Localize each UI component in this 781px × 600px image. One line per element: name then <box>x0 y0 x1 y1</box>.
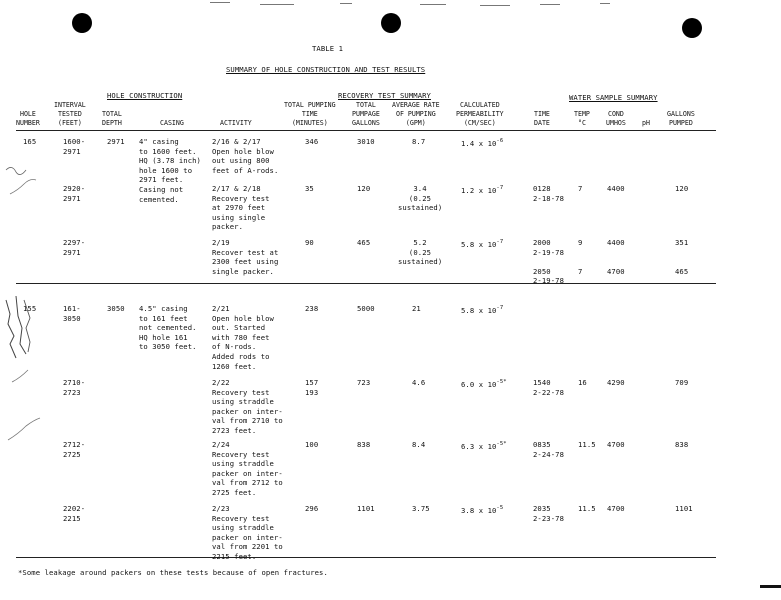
permeability-value: 1.4 x 10 <box>461 139 497 148</box>
hole-punch-left <box>72 13 92 33</box>
cell-pumping-time: 157 193 <box>305 378 319 397</box>
cell-casing: 4.5" casing to 161 feet not cemented. HQ hole 161 to 3050 feet. <box>139 304 197 352</box>
cell-cond: 4700 <box>607 440 625 449</box>
header-gallons: GALLONS PUMPED <box>667 110 695 127</box>
cell-total-depth: 2971 <box>107 137 125 146</box>
permeability-value: 5.8 x 10 <box>461 240 497 249</box>
group-water-sample: WATER SAMPLE SUMMARY <box>569 93 658 102</box>
permeability-value: 6.0 x 10 <box>461 380 497 389</box>
group-recovery-test: RECOVERY TEST SUMMARY <box>338 91 431 100</box>
permeability-exponent: -5* <box>496 379 507 385</box>
cell-time-date: 1540 2-22-78 <box>533 378 564 397</box>
footnote: *Some leakage around packers on these tests because of open fractures. <box>18 568 328 577</box>
cell-gallons-pumped: 351 465 <box>675 238 689 276</box>
header-rule <box>16 130 716 131</box>
cell-average-rate: 8.7 <box>412 137 426 146</box>
cell-permeability <box>461 184 503 196</box>
permeability-value: 1.2 x 10 <box>461 186 497 195</box>
header-time-date: TIME DATE <box>534 110 550 127</box>
permeability-value: 5.8 x 10 <box>461 306 497 315</box>
cell-activity: 2/24 Recovery test using straddle packer on inter- val from 2712 to 2725 feet. <box>212 440 283 497</box>
cell-temp: 16 <box>578 378 587 387</box>
section-divider <box>16 283 716 284</box>
cell-cond: 4400 <box>607 184 625 193</box>
cell-cond: 4400 4700 <box>607 238 625 276</box>
cell-gallons-pumped: 709 <box>675 378 689 387</box>
cell-gallons-pumped: 120 <box>675 184 689 193</box>
group-hole-construction: HOLE CONSTRUCTION <box>107 91 183 100</box>
cell-activity: 2/21 Open hole blow out. Started with 780 feet of N-rods. Added rods to 1260 feet. <box>212 304 274 371</box>
cell-cond: 4700 <box>607 504 625 513</box>
cell-pumping-time: 296 <box>305 504 319 513</box>
cell-pumpage: 1101 <box>357 504 375 513</box>
cell-time-date: 2000 2-19-78 2050 2-19-78 <box>533 238 564 286</box>
cell-total-depth: 3050 <box>107 304 125 313</box>
permeability-exponent: -6 <box>496 138 504 144</box>
cell-hole-number: 155 <box>23 304 37 313</box>
cell-average-rate: 8.4 <box>412 440 426 449</box>
cell-permeability <box>461 137 503 149</box>
header-temp: TEMP °C <box>574 110 590 127</box>
header-average-rate: AVERAGE RATE OF PUMPING (GPM) <box>392 101 440 127</box>
cell-activity: 2/19 Recover test at 2300 feet using single packer. <box>212 238 279 276</box>
header-total-depth: TOTAL DEPTH <box>102 110 122 127</box>
header-activity: ACTIVITY <box>220 119 252 127</box>
scan-edge-mark <box>260 4 294 5</box>
cell-pumpage: 465 <box>357 238 371 247</box>
cell-pumpage: 5000 <box>357 304 375 313</box>
permeability-exponent: -5* <box>496 441 507 447</box>
cell-activity: 2/16 & 2/17 Open hole blow out using 800 feet of A-rods. <box>212 137 279 175</box>
scan-edge-mark <box>480 5 510 6</box>
cell-average-rate: 3.4 (0.25 sustained) <box>398 184 443 213</box>
hole-punch-right <box>682 18 702 38</box>
cell-interval: 2920- 2971 <box>63 184 86 203</box>
cell-interval: 161- 3050 <box>63 304 81 323</box>
cell-temp: 9 7 <box>578 238 583 276</box>
hole-punch-center <box>381 13 401 33</box>
cell-pumping-time: 35 <box>305 184 314 193</box>
cell-average-rate: 5.2 (0.25 sustained) <box>398 238 443 267</box>
cell-temp: 7 <box>578 184 583 193</box>
cell-permeability <box>461 440 507 452</box>
header-hole-number: HOLE NUMBER <box>16 110 40 127</box>
permeability-exponent: -7 <box>496 239 504 245</box>
scan-edge-mark <box>540 4 560 5</box>
header-cond: COND UMHOS <box>606 110 626 127</box>
header-interval: INTERVAL TESTED (FEET) <box>54 101 86 127</box>
cell-average-rate: 4.6 <box>412 378 426 387</box>
permeability-value: 6.3 x 10 <box>461 442 497 451</box>
cell-pumpage: 3010 <box>357 137 375 146</box>
header-ph: pH <box>642 119 650 127</box>
cell-time-date: 0128 2-18-78 <box>533 184 564 203</box>
table-bottom-rule <box>16 557 716 558</box>
cell-permeability <box>461 504 503 516</box>
cell-casing: 4" casing to 1600 feet. HQ (3.78 inch) hole 1600 to 2971 feet. Casing not cemented. <box>139 137 201 204</box>
permeability-exponent: -7 <box>496 185 504 191</box>
permeability-exponent: -5 <box>496 505 504 511</box>
cell-pumping-time: 100 <box>305 440 319 449</box>
cell-gallons-pumped: 1101 <box>675 504 693 513</box>
cell-interval: 1600- 2971 <box>63 137 86 156</box>
cell-time-date: 2035 2-23-78 <box>533 504 564 523</box>
cell-permeability <box>461 304 503 316</box>
cell-average-rate: 21 <box>412 304 421 313</box>
cell-cond: 4290 <box>607 378 625 387</box>
cell-permeability <box>461 378 507 390</box>
cell-activity: 2/17 & 2/18 Recovery test at 2970 feet using single packer. <box>212 184 270 232</box>
header-permeability: CALCULATED PERMEABILITY (CM/SEC) <box>456 101 504 127</box>
cell-activity: 2/23 Recovery test using straddle packer on inter- val from 2201 to 2215 feet. <box>212 504 283 561</box>
scan-edge-mark <box>600 3 610 4</box>
header-pumpage: TOTAL PUMPAGE GALLONS <box>352 101 380 127</box>
cell-time-date: 0835 2-24-78 <box>533 440 564 459</box>
right-edge-mark <box>760 585 781 588</box>
cell-pumpage: 723 <box>357 378 371 387</box>
cell-activity: 2/22 Recovery test using straddle packer on inter- val from 2710 to 2723 feet. <box>212 378 283 435</box>
cell-pumping-time: 238 <box>305 304 319 313</box>
cell-hole-number: 165 <box>23 137 37 146</box>
cell-permeability <box>461 238 503 250</box>
header-casing: CASING <box>160 119 184 127</box>
cell-interval: 2710- 2723 <box>63 378 86 397</box>
table-title: TABLE 1 <box>312 44 343 53</box>
cell-temp: 11.5 <box>578 504 596 513</box>
margin-scribbles <box>0 150 60 480</box>
cell-pumping-time: 346 <box>305 137 319 146</box>
scan-edge-mark <box>340 3 352 4</box>
scan-edge-mark <box>420 4 446 5</box>
cell-interval: 2202- 2215 <box>63 504 86 523</box>
cell-pumping-time: 90 <box>305 238 314 247</box>
cell-gallons-pumped: 838 <box>675 440 689 449</box>
cell-pumpage: 838 <box>357 440 371 449</box>
table-subtitle: SUMMARY OF HOLE CONSTRUCTION AND TEST RESULTS <box>226 65 426 74</box>
cell-interval: 2297- 2971 <box>63 238 86 257</box>
scan-edge-mark <box>210 2 230 3</box>
permeability-value: 3.8 x 10 <box>461 506 497 515</box>
cell-average-rate: 3.75 <box>412 504 430 513</box>
cell-temp: 11.5 <box>578 440 596 449</box>
cell-pumpage: 120 <box>357 184 371 193</box>
permeability-exponent: -7 <box>496 305 504 311</box>
header-pumping-time: TOTAL PUMPING TIME (MINUTES) <box>284 101 336 127</box>
cell-interval: 2712- 2725 <box>63 440 86 459</box>
